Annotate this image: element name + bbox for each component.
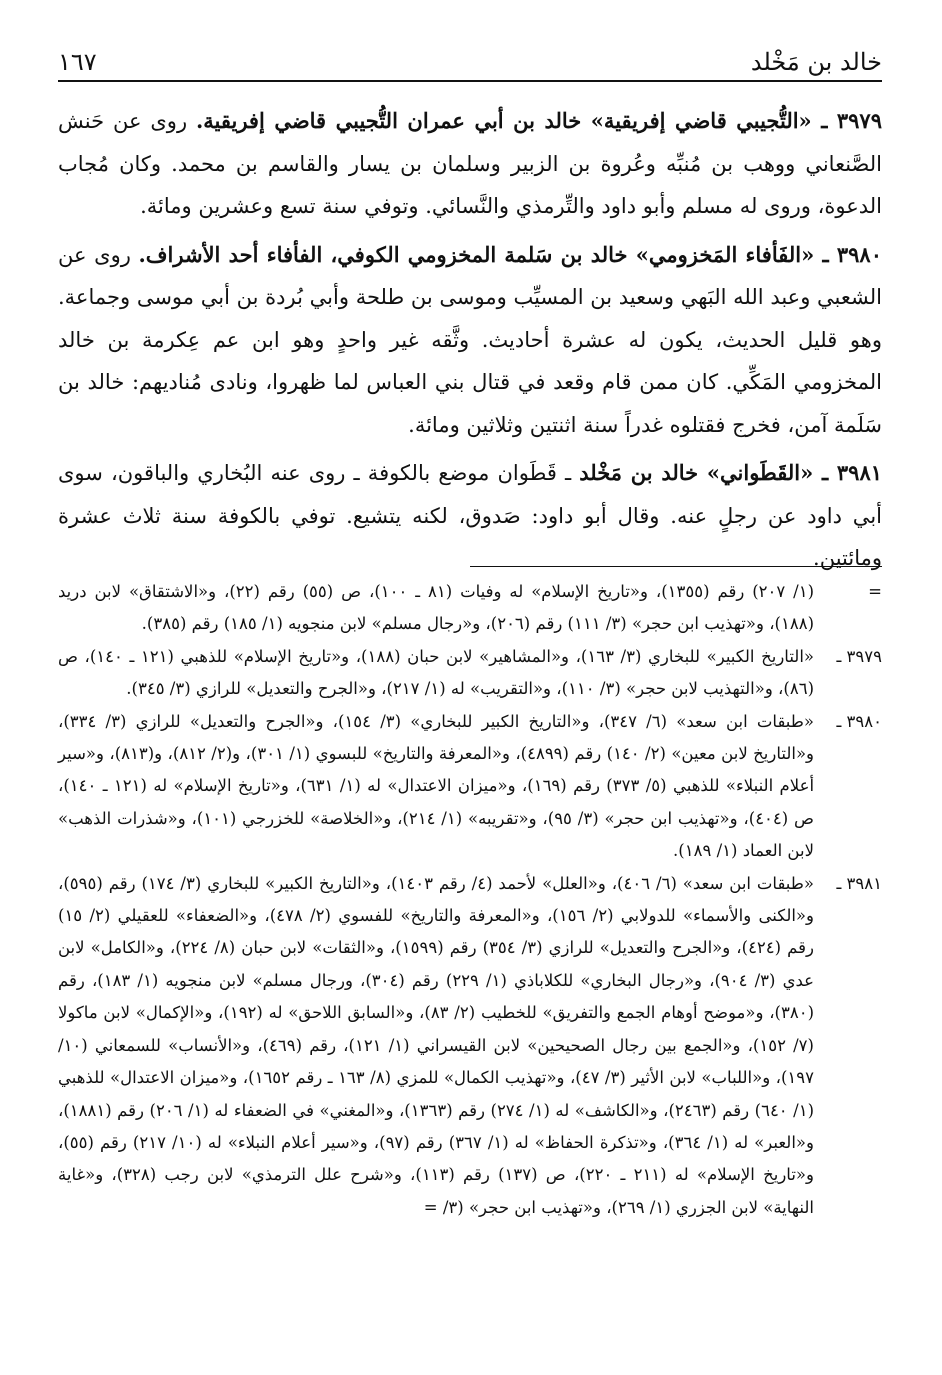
footnote-text: «التاريخ الكبير» للبخاري (٣/ ١٦٣)، و«المشاهير» لابن حبان (١٨٨)، و«تاريخ الإسلام» للذهبي (١٢١ ـ ١٤٠)، ص (٨٦)، و«التهذيب لابن حجر» (٣/ ١١٠)، و«التقريب» له (١/ ٢١٧)، و«الجرح والتعديل» للرازي (٣/ ٣٤٥). — [58, 646, 815, 699]
footnote-3980 — [58, 706, 882, 868]
page-header — [58, 36, 882, 76]
footnote-marker: = — [868, 582, 882, 601]
entry-3980 — [58, 234, 882, 447]
footnote-3979 — [58, 641, 882, 706]
footnote-divider — [470, 566, 882, 567]
footnote-text: «طبقات ابن سعد» (٦/ ٣٤٧)، و«التاريخ الكبير للبخاري» (٣/ ١٥٤)، و«الجرح والتعديل» للرازي (٣/ ٣٣٤)، و«التاريخ لابن معين» (٢/ ١٤٠) رقم (٤٨٩٩)، و«المعرفة والتاريخ» للبسوي (١/ ٣٠١)، و(٢/ ٨١٢)، و(٨١٣)، و«سير أعلام النبلاء» للذهبي (٥/ ٣٧٣) رقم (١٦٩)، و«ميزان الاعتدال» له (١/ ٦٣١)، و«تاريخ الإسلام» له (١٢١ ـ ١٤٠)، ص (٤٠٤)، و«تهذيب ابن حجر» (٣/ ٩٥)، و«تقريبه» (١/ ٢١٤)، و«الخلاصة» للخزرجي (١٠١)، و«شذرات الذهب» لابن العماد (١/ ١٨٩). — [58, 711, 815, 861]
entry-body: روى عن الشعبي وعبد الله البَهي وسعيد بن المسيِّب وموسى بن طلحة وأبي بُردة بن أبي موسى وجماعة. وهو قليل الحديث، يكون له عشرة أحاديث. وثَّقه غير واحدٍ وهو ابن عم عِكرمة بن خالد المخزومي المَكِّي. كان ممن قام وقعد في قتال بني العباس لما ظهروا، ونادى مُناديهم: خالد بن سَلَمة آمن، فخرج فقتلوه غدراً سنة اثنتين وثلاثين ومائة. — [58, 242, 882, 437]
entry-heading: ٣٩٧٩ ـ «التُّجيبي قاضي إفريقية» خالد بن أبي عمران التُّجيبي قاضي إفريقية. — [195, 108, 882, 133]
footnote-marker: ٣٩٧٩ ـ — [836, 646, 882, 666]
footnotes — [58, 576, 882, 1224]
footnote-text: (١/ ٢٠٧) رقم (١٣٥٥)، و«تاريخ الإسلام» له وفيات (٨١ ـ ١٠٠)، ص (٥٥) رقم (٢٢)، و«الاشتقاق» لابن دريد (١٨٨)، و«تهذيب ابن حجر» (٣/ ١١١) رقم (٢٠٦)، و«رجال مسلم» لابن منجويه (١/ ١٨٥) رقم (٣٨٥). — [58, 582, 815, 634]
footnote-text: «طبقات ابن سعد» (٦/ ٤٠٦)، و«العلل» لأحمد (٤/ رقم ١٤٠٣)، و«التاريخ الكبير» للبخاري (٣/ ١٧٤) رقم (٥٩٥)، و«الكنى والأسماء» للدولابي (٢/ ١٥٦)، و«المعرفة والتاريخ» للفسوي (٢/ ٤٧٨)، و«الضعفاء» للعقيلي (٢/ ١٥) رقم (٤٢٤)، و«الجرح والتعديل» للرازي (٣/ ٣٥٤) رقم (١٥٩٩)، و«الثقات» لابن حبان (٨/ ٢٢٤)، و«الكامل» لابن عدي (٣/ ٩٠٤)، و«رجال البخاري» للكلاباذي (١/ ٢٢٩) رقم (٣٠٤)، ورجال مسلم» لابن منجويه (١/ ١٨٣)، رقم (٣٨٠)، و«موضح أوهام الجمع والتفريق» للخطيب (٢/ ٨٣)، و«السابق اللاحق» له (١٩٢)، و«الإكمال» لابن ماكولا (٧/ ١٥٢)، و«الجمع بين رجال الصحيحين» لابن القيسراني (١/ ١٢١)، رقم (٤٦٩)، و«الأنساب» للسمعاني (١٠/ ١٩٧)، و«اللباب» لابن الأثير (٣/ ٤٧)، و«تهذيب الكمال» للمزي (٨/ ١٦٣ ـ رقم ١٦٥٢)، و«ميزان الاعتدال» للذهبي (١/ ٦٤٠) رقم (٢٤٦٣)، و«الكاشف» له (١/ ٢٧٤) رقم (١٣٦٣)، و«المغني» في الضعفاء له (١/ ٢٠٦) رقم (١٨٨١)، و«العبر» له (١/ ٣٦٤)، و«تذكرة الحفاظ» له (١/ ٣٦٧) رقم (٩٧)، و«سير أعلام النبلاء» له (١٠/ ٢١٧) رقم (٥٥)، و«تاريخ الإسلام» له (٢١١ ـ ٢٢٠)، ص (١٣٧) رقم (١١٣)، و«شرح علل الترمذي» لابن رجب (٣٢٨)، و«غاية النهاية» لابن الجزري (١/ ٢٦٩)، و«تهذيب ابن حجر» (٣/ = — [58, 873, 815, 1217]
footnote-marker: ٣٩٨١ ـ — [836, 873, 882, 893]
entry-heading: ٣٩٨٠ ـ «الفَأفاء المَخزومي» خالد بن سَلمة المخزومي الكوفي، الفأفاء أحد الأشراف. — [138, 241, 882, 267]
footnote-3981 — [58, 868, 882, 1224]
entry-heading: ٣٩٨١ ـ «القَطَواني» خالد بن مَخْلد — [579, 460, 883, 485]
header-divider — [58, 80, 882, 82]
entry-3981 — [58, 452, 882, 580]
entry-body: ـ قَطَوان موضع بالكوفة ـ روى عنه البُخاري والباقون، سوى أبي داود عن رجلٍ عنه. وقال أبو داود: صَدوق، لكنه يتشيع. توفي بالكوفة سنة ثلاث عشرة ومائتين. — [58, 461, 882, 570]
page-number: ١٦٧ — [58, 48, 97, 76]
footnote-marker: ٣٩٨٠ ـ — [836, 711, 882, 731]
entry-body: روى عن حَنش الصَّنعاني ووهب بن مُنبِّه وعُروة بن الزبير وسلمان بن يسار والقاسم بن محمد. وكان مُجاب الدعوة، وروى له مسلم وأبو داود والتِّرمذي والنَّسائي. وتوفي سنة تسع وعشرين ومائة. — [58, 109, 882, 218]
footnote-continued — [58, 576, 882, 641]
running-title: خالد بن مَخْلد — [750, 48, 882, 76]
main-text — [58, 100, 882, 586]
entry-3979 — [58, 100, 882, 228]
